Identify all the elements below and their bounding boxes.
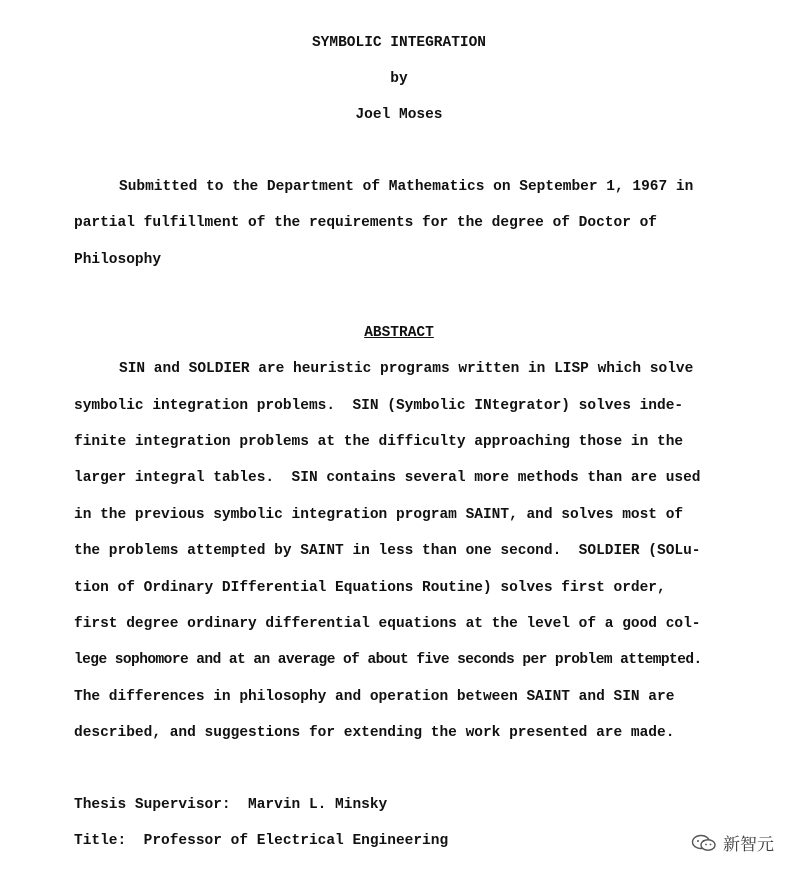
submission-line-3: Philosophy [74, 252, 162, 268]
submission-line-2: partial fulfillment of the requirements for the degree of Doctor of [74, 215, 657, 231]
abstract-line: described, and suggestions for extending the work presented are made. [74, 725, 675, 741]
abstract-line: first degree ordinary differential equations at the level of a good col- [74, 616, 701, 632]
abstract-line: the problems attempted by SAINT in less than one second. SOLDIER (SOLu- [74, 543, 701, 559]
thesis-supervisor: Thesis Supervisor: Marvin L. Minsky [74, 797, 388, 813]
supervisor-title: Title: Professor of Electrical Engineering [74, 833, 449, 849]
abstract-line: larger integral tables. SIN contains several more methods than are used [74, 470, 701, 486]
watermark-text: 新智元 [723, 835, 774, 855]
document-title: SYMBOLIC INTEGRATION [311, 35, 487, 51]
abstract-line: finite integration problems at the difficulty approaching those in the [74, 434, 684, 450]
by-line: by [390, 71, 408, 87]
submission-line-1: Submitted to the Department of Mathematics on September 1, 1967 in [119, 179, 694, 195]
abstract-line: tion of Ordinary DIfferential Equations Routine) solves first order, [74, 580, 666, 596]
abstract-heading: ABSTRACT [364, 325, 434, 341]
abstract-line: in the previous symbolic integration program SAINT, and solves most of [74, 507, 684, 523]
author-name: Joel Moses [355, 107, 443, 123]
watermark [691, 830, 774, 855]
abstract-line: symbolic integration problems. SIN (Symbolic INtegrator) solves inde- [74, 398, 684, 414]
wechat-logo-icon [691, 833, 717, 853]
abstract-line: SIN and SOLDIER are heuristic programs written in LISP which solve [119, 361, 694, 377]
abstract-line: lege sophomore and at an average of about five seconds per problem attempted. [74, 652, 702, 668]
abstract-line: The differences in philosophy and operation between SAINT and SIN are [74, 689, 675, 705]
